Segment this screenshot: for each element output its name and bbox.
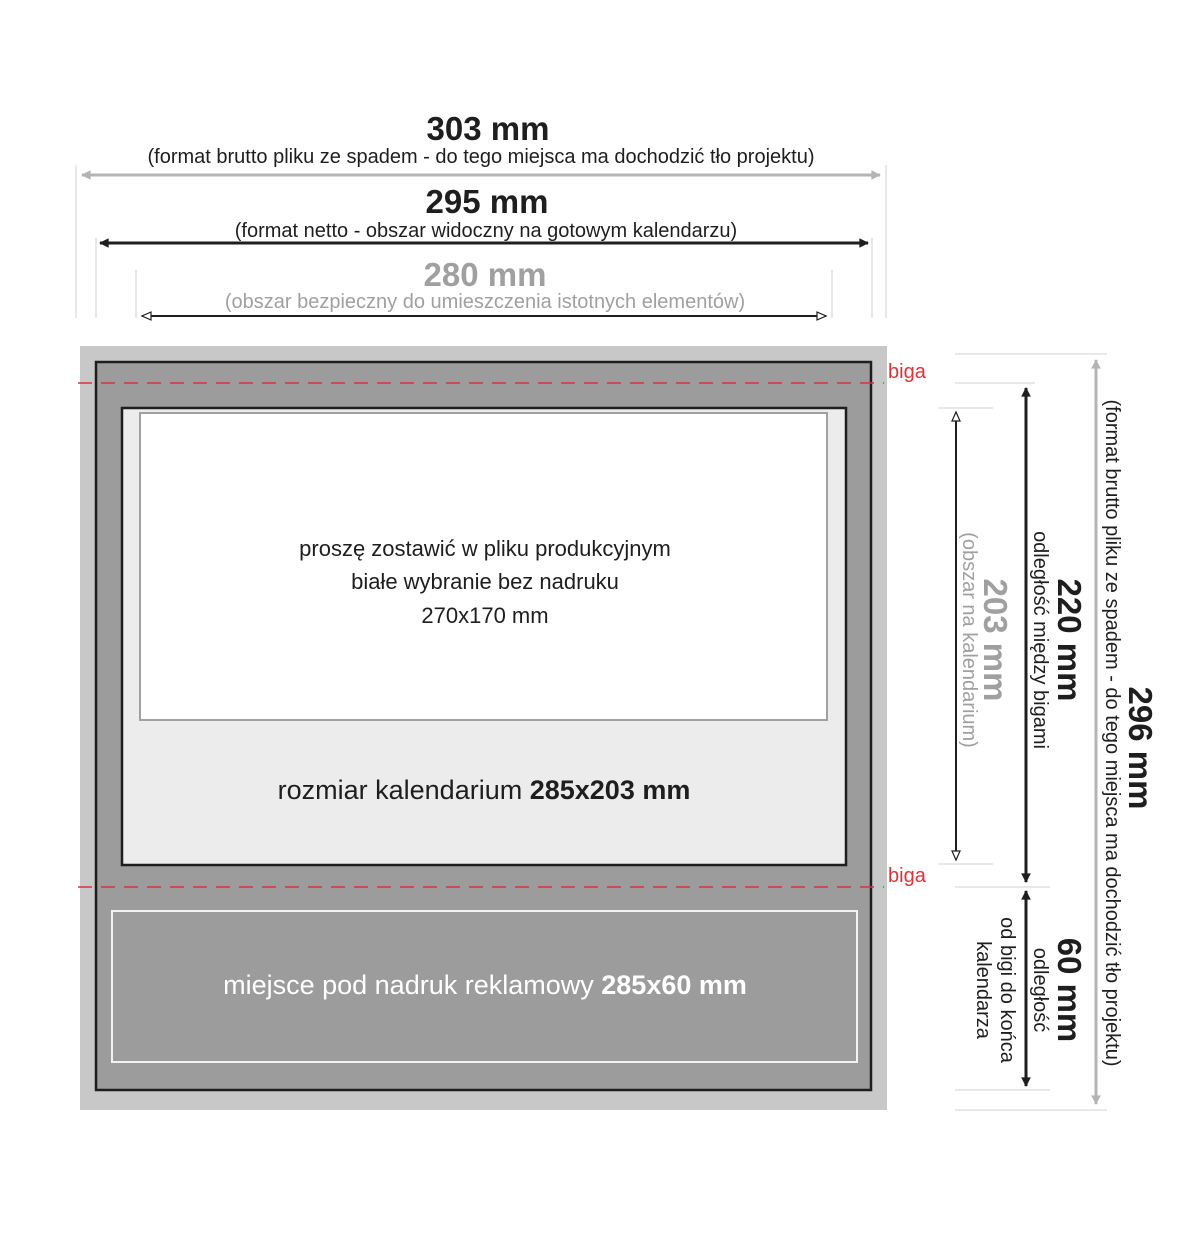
advertising-size-prefix: miejsce pod nadruk reklamowy bbox=[223, 970, 602, 1000]
calendarium-size-prefix: rozmiar kalendarium bbox=[277, 775, 530, 805]
white-cutout-area bbox=[140, 413, 827, 720]
dim-203-value: 203 mm bbox=[977, 578, 1014, 702]
calendarium-size-label bbox=[278, 775, 691, 805]
dim-303-note: (format brutto pliku ze spadem - do tego miejsca ma dochodzić tło projektu) bbox=[147, 146, 815, 168]
dim-203-note: (obszar na kalendarium) bbox=[958, 532, 980, 748]
dim-303-value: 303 mm bbox=[426, 110, 550, 147]
dim-295-note: (format netto - obszar widoczny na gotowym kalendarzu) bbox=[234, 220, 738, 242]
dim-220-note: odległość między bigami bbox=[1029, 531, 1051, 749]
dim-280-value: 280 mm bbox=[423, 256, 547, 293]
white-area-line-1: proszę zostawić w pliku produkcyjnym bbox=[299, 536, 671, 561]
advertising-size-value: 285x60 mm bbox=[601, 970, 747, 1000]
bottom-crease-label: biga bbox=[888, 865, 926, 887]
dim-60-value: 60 mm bbox=[1051, 937, 1088, 1043]
white-area-line-3: 270x170 mm bbox=[421, 603, 549, 628]
dim-296-value: 296 mm bbox=[1122, 686, 1159, 810]
dim-296-note: (format brutto pliku ze spadem - do tego miejsca ma dochodzić tło projektu) bbox=[1101, 399, 1123, 1067]
dim-280-note: (obszar bezpieczny do umieszczenia istotnych elementów) bbox=[224, 291, 746, 313]
dim-60-note-1: odległość bbox=[1029, 947, 1051, 1033]
dim-60-note-2: od bigi do końca bbox=[996, 917, 1018, 1063]
calendarium-size-value: 285x203 mm bbox=[529, 775, 691, 805]
dim-220-value: 220 mm bbox=[1051, 578, 1088, 702]
advertising-size-label bbox=[223, 970, 747, 1000]
dim-295-value: 295 mm bbox=[425, 183, 549, 220]
dim-60-note-3: kalendarza bbox=[972, 941, 994, 1039]
top-crease-label: biga bbox=[888, 361, 926, 383]
white-area-line-2: białe wybranie bez nadruku bbox=[351, 569, 619, 594]
